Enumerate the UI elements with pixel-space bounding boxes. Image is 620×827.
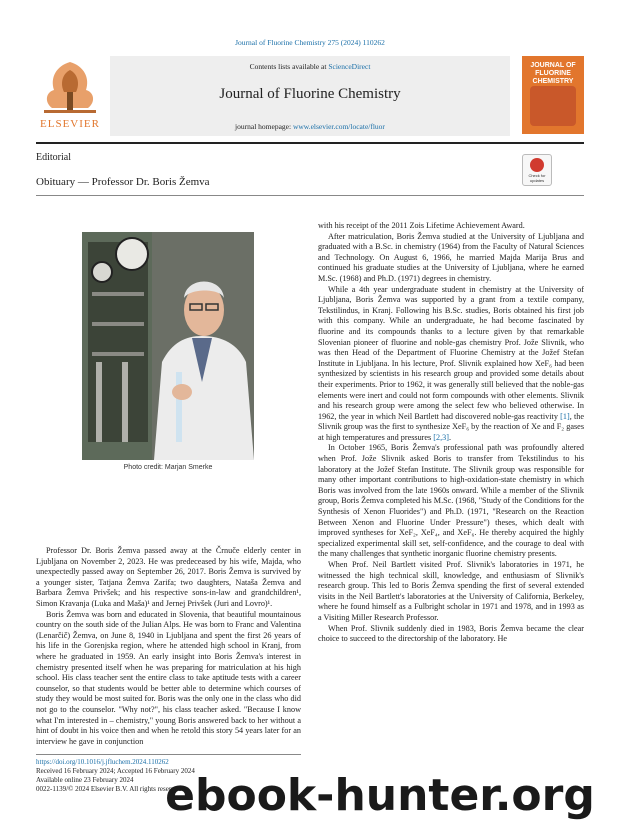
online-date: Available online 23 February 2024 (36, 776, 134, 784)
reference-link[interactable]: [1] (560, 411, 570, 421)
check-updates-label: Check for updates (528, 173, 546, 183)
check-updates-icon (530, 158, 544, 172)
elsevier-wordmark: ELSEVIER (40, 118, 100, 130)
doi-link[interactable]: https://doi.org/10.1016/j.jfluchem.2024.110262 (36, 758, 169, 766)
cover-art (530, 86, 576, 126)
watermark: ebook-hunter.org (165, 770, 595, 821)
photo-caption: Photo credit: Marjan Smerke (123, 464, 213, 471)
body-paragraph (318, 285, 584, 444)
homepage-link[interactable]: www.elsevier.com/locate/fluor (292, 122, 385, 131)
received-dates: Received 16 February 2024; Accepted 16 February 2024 (36, 767, 195, 775)
body-paragraph: When Prof. Neil Bartlett visited Prof. Slivnik's laboratories in 1971, he witnessed the high technical skill, knowledge, and enthusiasm of Slivnik's research group. This led to Boris Žemva spending the first of several extended visits in the Neil Bartlett's laboratories at the University of California, Berkeley, where he found himself as a Fulbright scholar in 1971 and 1978, and in 1993 as a Visiting Miller Research Professor. (318, 560, 584, 622)
journal-title: Journal of Fluorine Chemistry (219, 86, 401, 102)
contents-line (110, 62, 510, 71)
paragraph-text: While a 4th year undergraduate student in chemistry at the University of Ljubljana, Boris Žemva was supported by a grant from a textile company, Tekstilindus, in Kranj. Following his B.Sc. studies, Boris obtained his first job with this company. While an undergraduate, he had become fascinated by fluorine and its compounds thanks to a lecture given by that remarkable Slovenian pioneer of fluorine and noble-gas chemistry Prof. Jože Slivnik, who was then Head of the Department of Fluorine Chemistry at the Jožef Stefan Institute in Ljubljana. In his lecture, Prof. Slivnik explained how XeF₆ had been synthesized by scientists in his research group and provided some details about their experiments. Prior to 1962, it was generally still believed that the noble-gas elements were inert and could not form compounds with other elements. Slivnik and his research group were among the select few who believed otherwise. In 1962, the year in which Neil Bartlett had discovered noble-gas reactivity (318, 284, 584, 421)
homepage-line (110, 122, 510, 131)
contents-prefix: Contents lists available at (249, 62, 329, 71)
header-rule (36, 142, 584, 144)
reference-link[interactable]: [2,3] (433, 432, 449, 442)
elsevier-logo (36, 56, 104, 136)
article-title: Obituary — Professor Dr. Boris Žemva (36, 176, 210, 188)
body-paragraph: Boris Žemva was born and educated in Slovenia, that beautiful mountainous country on the south side of the Julian Alps. He was born to Franc and Valentina (Lenarčič) Žemva, on June 8, 1940 in Ljubljana and spent the first 26 years of his life in the Gorenjska region, where he attended high school in Kranj, from where he graduated in 1959. An early insight into Boris Žemva's interest in chemistry presented itself when he was preparing for matriculation at his high school. His class teacher sent the entire class to take aptitude tests with a career counselor, so that students would be better able to determine which courses of study they would be most suited for. Boris was the only one in the class who did not go to the counselor. "Why not?", his class teacher asked. "Because I know what I'm interested in – chemistry," young Boris answered back to her without a hint of doubt in his voice then and when he retold this story 54 years later for an interview he gave in conjunction (36, 609, 301, 746)
cover-title: JOURNAL OF FLUORINE CHEMISTRY (530, 62, 576, 85)
running-header[interactable]: Journal of Fluorine Chemistry 275 (2024) 110262 (235, 38, 385, 47)
section-label: Editorial (36, 152, 71, 163)
paragraph-text: , the Slivnik group was the first to synthesize XeF₆ by the reaction of Xe and F₂ gases at high temperatures and pressures (318, 411, 584, 442)
body-left-column (36, 546, 301, 747)
body-paragraph: In October 1965, Boris Žemva's professional path was profoundly altered when Prof. Jože Slivnik asked Boris to transfer from Tekstilindus to his laboratory at the Jožef Stefan Institute. The Slivnik group was responsible for many other important contributions to high-oxidation-state chemistry in which Boris was involved from the late 1960s onward. While a member of the Slivnik group, Boris Žemva completed his M.Sc. (1968, "Study of the Conditions for the Synthesis of Xenon Fluorides") and Ph.D. (1971, "Research on the Reaction Between Xenon and Fluorine Under Pressure") theses, which dealt with improved syntheses for XeF₂, XeF₄, and XeF₆. He thereby acquired the highly specialized experimental skill set, self-confidence, and the courage to deal with the many challenges that synthetic inorganic fluorine chemistry presents. (318, 443, 584, 559)
copyright: 0022-1139/© 2024 Elsevier B.V. All rights reserved. (36, 785, 184, 793)
masthead-box (110, 56, 510, 136)
journal-cover (522, 56, 584, 134)
sciencedirect-link[interactable]: ScienceDirect (328, 62, 371, 71)
title-rule (36, 195, 584, 196)
check-updates-badge[interactable] (522, 154, 552, 186)
body-paragraph: After matriculation, Boris Žemva studied at the University of Ljubljana and graduated with a B.Sc. in chemistry (1964) from the Faculty of Natural Sciences and Technology. On August 6, 1966, he married Majda Marija Brus and continued his graduate studies at the University of Ljubljana, where he earned M.Sc. (1968) and Ph.D. (1971) degrees in chemistry. (318, 231, 584, 283)
paragraph-text: . (448, 432, 452, 442)
body-right-column (318, 221, 584, 645)
homepage-prefix: journal homepage: (235, 122, 293, 131)
body-paragraph: Professor Dr. Boris Žemva passed away at the Črnuče elderly center in Ljubljana on November 2, 2023. He was predeceased by his wife, Majda, who unexpectedly passed away on September 26, 2017. Boris Žemva is survived by a younger sister, Tatjana Žemva Zarifa; two daughters, Nataša Žemva and Barbara Žemva Privšek; and his respective sons-in-law and grandchildren¹, Simon Kravanja (Luka and Maša)¹ and Jernej Privšek (Juri and Lovro)¹. (36, 546, 301, 608)
body-paragraph-continued: with his receipt of the 2011 Zois Lifetime Achievement Award. (318, 221, 525, 230)
portrait-photo (82, 232, 254, 460)
body-paragraph: When Prof. Slivnik suddenly died in 1983, Boris Žemva became the clear choice to succeed to the directorship of the laboratory. He (318, 623, 584, 644)
